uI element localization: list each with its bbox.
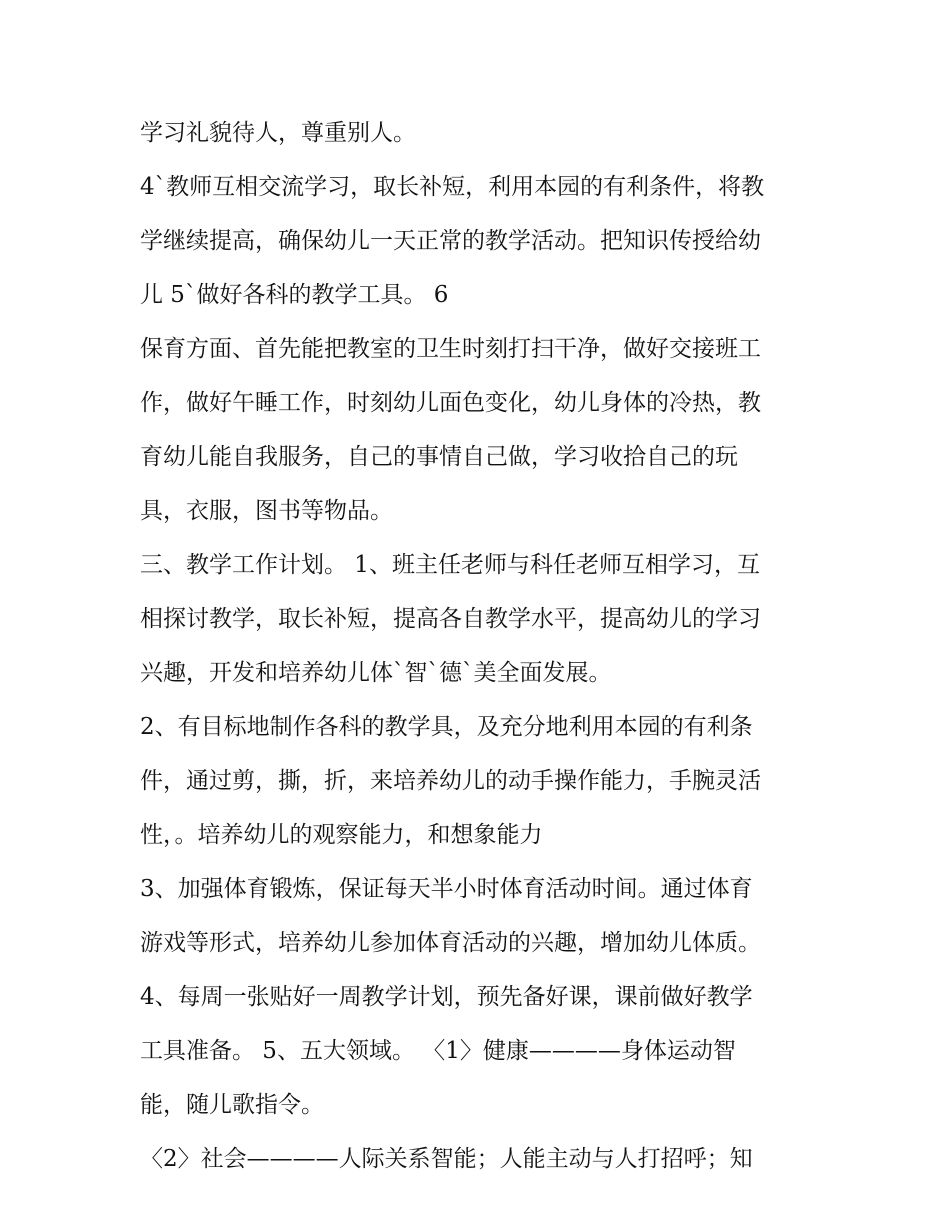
text-line: 学习礼貌待人，尊重别人。: [140, 120, 416, 146]
text-line: 三、教学工作计划。 1、班主任老师与科任老师互相学习，互: [140, 552, 760, 578]
text-line: 〈2〉社会————人际关系智能；人能主动与人打招呼；知: [140, 1146, 753, 1172]
document-text: [140, 106, 820, 1186]
text-line: 3、加强体育锻炼，保证每天半小时体育活动时间。通过体育: [140, 876, 753, 902]
text-line: 儿 5`做好各科的教学工具。 6: [140, 282, 449, 308]
text-line: 4、每周一张贴好一周教学计划，预先备好课，课前做好教学: [140, 984, 753, 1010]
text-line: 4`教师互相交流学习，取长补短，利用本园的有利条件，将教: [140, 174, 765, 200]
text-line: 兴趣，开发和培养幼儿体`智`德`美全面发展。: [140, 660, 612, 686]
text-line: 能，随儿歌指令。: [140, 1092, 324, 1118]
text-line: 游戏等形式，培养幼儿参加体育活动的兴趣，增加幼儿体质。: [140, 930, 761, 956]
text-line: 育幼儿能自我服务，自己的事情自己做，学习收拾自己的玩: [140, 444, 738, 470]
text-line: 作，做好午睡工作，时刻幼儿面色变化，幼儿身体的冷热，教: [140, 390, 761, 416]
text-line: 保育方面、首先能把教室的卫生时刻打扫干净，做好交接班工: [140, 336, 761, 362]
text-line: 具，衣服，图书等物品。: [140, 498, 393, 524]
text-line: 相探讨教学，取长补短，提高各自教学水平，提高幼儿的学习: [140, 606, 761, 632]
text-line: 2、有目标地制作各科的教学具，及充分地利用本园的有利条: [140, 714, 753, 740]
text-line: 性，。培养幼儿的观察能力，和想象能力: [140, 822, 543, 848]
text-line: 件，通过剪，撕，折，来培养幼儿的动手操作能力，手腕灵活: [140, 768, 761, 794]
text-line: 工具准备。 5、五大领域。 〈1〉健康————身体运动智: [140, 1038, 736, 1064]
text-line: 学继续提高，确保幼儿一天正常的教学活动。把知识传授给幼: [140, 228, 761, 254]
